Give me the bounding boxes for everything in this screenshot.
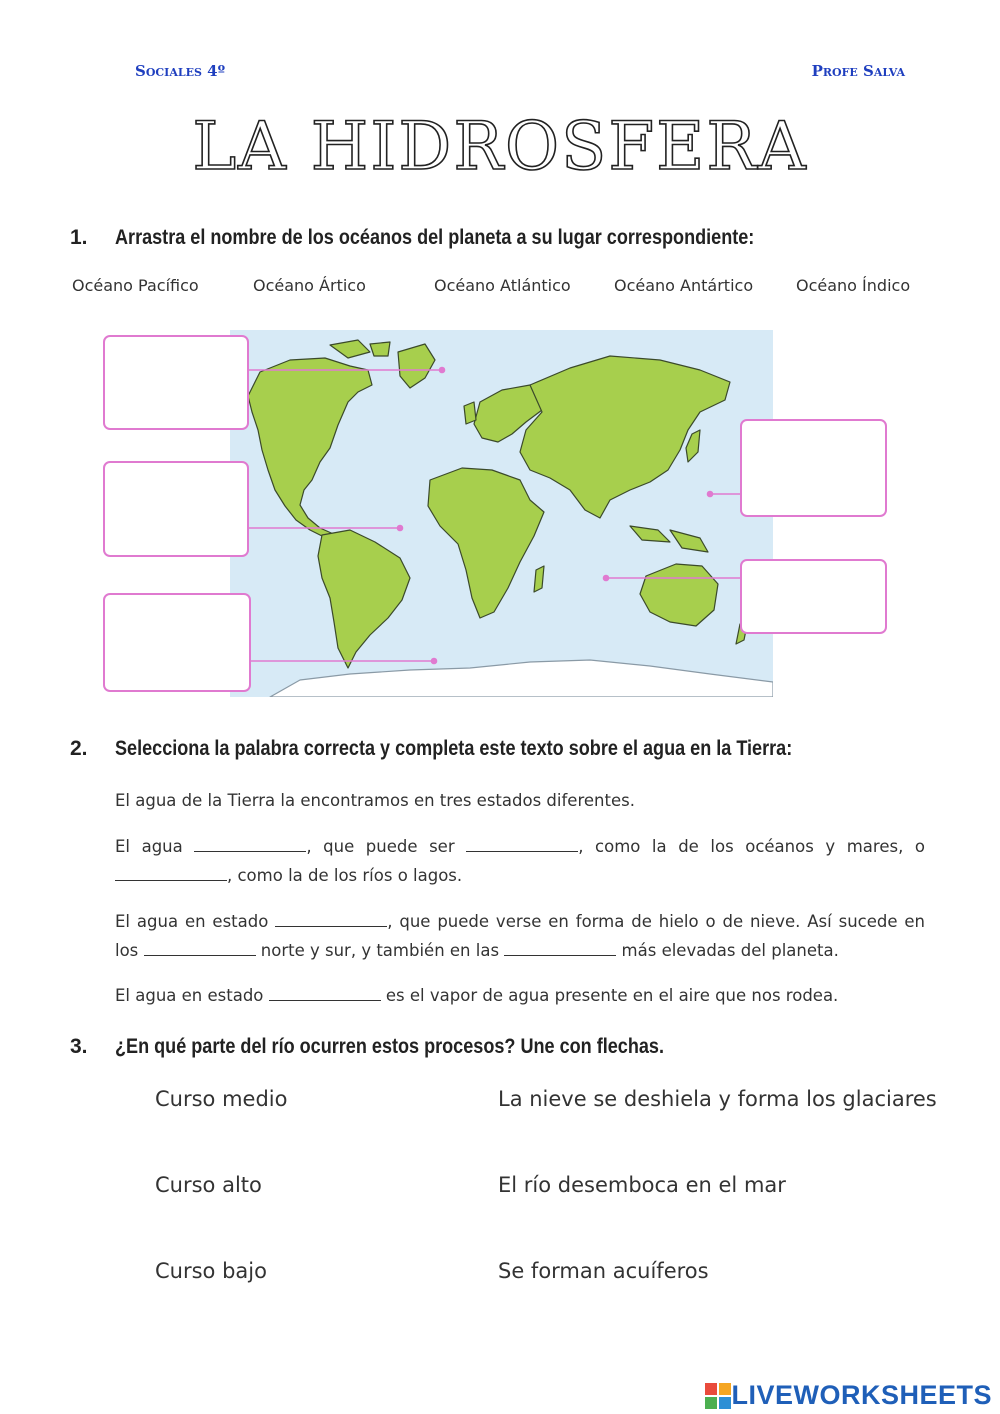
blank-input[interactable] — [144, 939, 256, 956]
liveworksheets-logo — [705, 1380, 992, 1411]
greenland-shape — [398, 344, 435, 388]
river-stage-medio[interactable]: Curso medio — [155, 1087, 288, 1111]
q2-p2-text: , que puede ser — [306, 837, 455, 856]
uk-shape — [464, 402, 476, 424]
drop-box-arctic[interactable] — [103, 335, 249, 430]
connector-dot — [440, 368, 445, 373]
q2-number: 2. — [70, 737, 88, 760]
ocean-label-indico[interactable]: Océano Índico — [796, 276, 911, 295]
ocean-label-antartico[interactable]: Océano Antártico — [614, 276, 754, 295]
north-america-shape — [248, 358, 372, 544]
q2-paragraph-4 — [115, 981, 925, 1010]
drop-box-atlantic[interactable] — [103, 461, 249, 557]
q3-number: 3. — [70, 1035, 88, 1058]
connector-dot — [708, 492, 713, 497]
ocean-label-atlantico[interactable]: Océano Atlántico — [434, 276, 571, 295]
q2-p2-text: , como la de los océanos y mares, o — [578, 837, 925, 856]
q2-p3-text: , que puede verse en forma de hielo o de nieve. Así sucede en los — [115, 912, 925, 960]
japan-shape — [686, 430, 700, 462]
q2-p1-text: El agua de la Tierra la encontramos en tres estados diferentes. — [115, 791, 635, 810]
q2-p2-text: El agua — [115, 837, 183, 856]
q1-number: 1. — [70, 226, 88, 249]
world-map — [230, 330, 773, 697]
header-subject: Sociales 4º — [135, 62, 226, 80]
q2-p4-text: es el vapor de agua presente en el aire que nos rodea. — [385, 986, 839, 1005]
arctic-island-shape — [370, 342, 390, 356]
q2-p3-text: más elevadas del planeta. — [621, 941, 839, 960]
drop-box-pacific[interactable] — [740, 419, 887, 517]
page-title: LA HIDROSFERA — [192, 108, 808, 185]
river-stage-alto[interactable]: Curso alto — [155, 1173, 262, 1197]
q1-text: Arrastra el nombre de los océanos del planeta a su lugar correspondiente: — [115, 226, 755, 249]
connector-dot — [604, 576, 609, 581]
q2-paragraph-2 — [115, 832, 925, 890]
blank-input[interactable] — [115, 864, 227, 881]
q2-text: Selecciona la palabra correcta y completa este texto sobre el agua en la Tierra: — [115, 737, 793, 760]
blank-input[interactable] — [194, 835, 306, 852]
drop-box-indian[interactable] — [740, 559, 887, 634]
liveworksheets-brand: LIVEWORKSHEETS — [731, 1380, 992, 1410]
blank-input[interactable] — [466, 835, 578, 852]
blank-input[interactable] — [269, 984, 381, 1001]
q2-p4-text: El agua en estado — [115, 986, 264, 1005]
indonesia-shape — [670, 530, 708, 552]
connector-dot — [432, 659, 437, 664]
q2-p3-text: El agua en estado — [115, 912, 269, 931]
q2-paragraph-1 — [115, 786, 925, 815]
header-teacher: Profe Salva — [811, 62, 905, 80]
connector-dot — [398, 526, 403, 531]
q2-paragraph-3 — [115, 907, 925, 965]
river-process-glaciares[interactable]: La nieve se deshiela y forma los glaciares — [498, 1087, 937, 1111]
q2-p3-text: norte y sur, y también en las — [260, 941, 500, 960]
ocean-label-artico[interactable]: Océano Ártico — [253, 276, 366, 295]
drop-box-antarctic[interactable] — [103, 593, 251, 692]
river-process-desemboca[interactable]: El río desemboca en el mar — [498, 1173, 786, 1197]
indonesia-shape — [630, 526, 670, 542]
q2-p2-text: , como la de los ríos o lagos. — [227, 866, 463, 885]
australia-shape — [640, 564, 718, 626]
q3-text: ¿En qué parte del río ocurren estos procesos? Une con flechas. — [115, 1035, 664, 1058]
liveworksheets-icon — [705, 1383, 731, 1409]
blank-input[interactable] — [275, 910, 387, 927]
world-map-drawing — [230, 330, 773, 697]
africa-shape — [428, 468, 544, 618]
madagascar-shape — [534, 566, 544, 592]
ocean-label-pacifico[interactable]: Océano Pacífico — [72, 276, 199, 295]
blank-input[interactable] — [504, 939, 616, 956]
arctic-island-shape — [330, 340, 370, 358]
river-stage-bajo[interactable]: Curso bajo — [155, 1259, 267, 1283]
south-america-shape — [318, 530, 410, 668]
river-process-acuiferos[interactable]: Se forman acuíferos — [498, 1259, 709, 1283]
antarctica-shape — [270, 660, 773, 697]
